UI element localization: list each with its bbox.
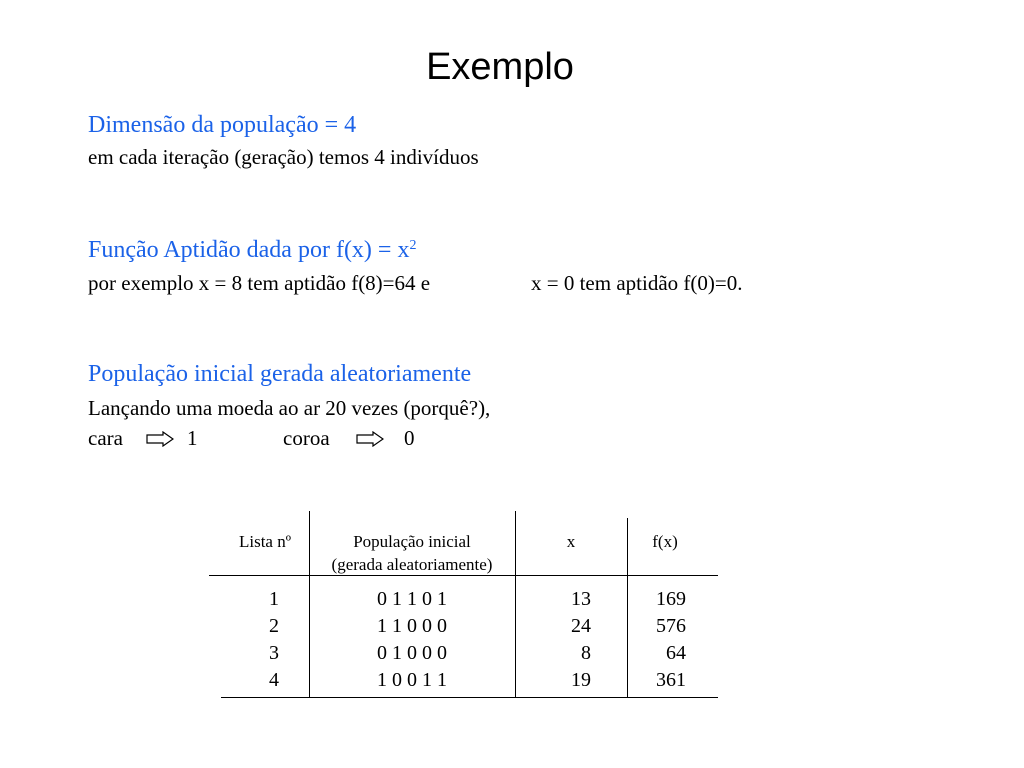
- row-x: 13: [571, 588, 591, 610]
- row-number: 3: [269, 642, 279, 664]
- table-bottom-rule: [221, 697, 718, 698]
- right-arrow-icon: [146, 431, 174, 447]
- header-fx: f(x): [652, 532, 678, 551]
- cara-label: cara: [88, 426, 123, 450]
- fitness-example-text-a: por exemplo x = 8 tem aptidão f(8)=64 e: [88, 271, 431, 295]
- fitness-function-heading-text: Função Aptidão dada por f(x) = x: [88, 237, 410, 263]
- row-x: 8: [581, 642, 591, 664]
- cara-value: 1: [187, 426, 198, 450]
- header-populacao-line1: População inicial: [353, 532, 471, 551]
- right-arrow-icon: [356, 431, 384, 447]
- row-number: 1: [269, 588, 279, 610]
- row-x: 19: [571, 669, 591, 691]
- slide-title: Exemplo: [426, 46, 574, 88]
- coroa-value: 0: [404, 426, 415, 450]
- initial-population-heading: População inicial gerada aleatoriamente: [88, 361, 472, 387]
- row-number: 2: [269, 615, 279, 637]
- coroa-label: coroa: [283, 426, 330, 450]
- row-x: 24: [571, 615, 591, 637]
- header-lista: Lista nº: [238, 532, 291, 551]
- population-size-heading: Dimensão da população = 4: [88, 112, 357, 138]
- row-fx: 576: [656, 615, 686, 637]
- header-populacao-line2: (gerada aleatoriamente): [331, 555, 493, 574]
- row-fx: 169: [656, 588, 686, 610]
- row-bits: 1 1 0 0 0: [377, 615, 447, 637]
- fitness-function-heading: [88, 235, 416, 265]
- header-x: x: [566, 532, 576, 551]
- fitness-example-text-b: x = 0 tem aptidão f(0)=0.: [531, 271, 743, 295]
- fitness-exponent: 2: [409, 238, 417, 253]
- row-bits: 0 1 1 0 1: [377, 588, 447, 610]
- row-number: 4: [269, 669, 279, 691]
- population-size-text: em cada iteração (geração) temos 4 indivíduos: [88, 145, 479, 169]
- row-fx: 361: [656, 669, 686, 691]
- row-fx: 64: [666, 642, 686, 664]
- row-bits: 0 1 0 0 0: [377, 642, 447, 664]
- row-bits: 1 0 0 1 1: [377, 669, 447, 691]
- coin-toss-text: Lançando uma moeda ao ar 20 vezes (porquê?),: [88, 396, 491, 420]
